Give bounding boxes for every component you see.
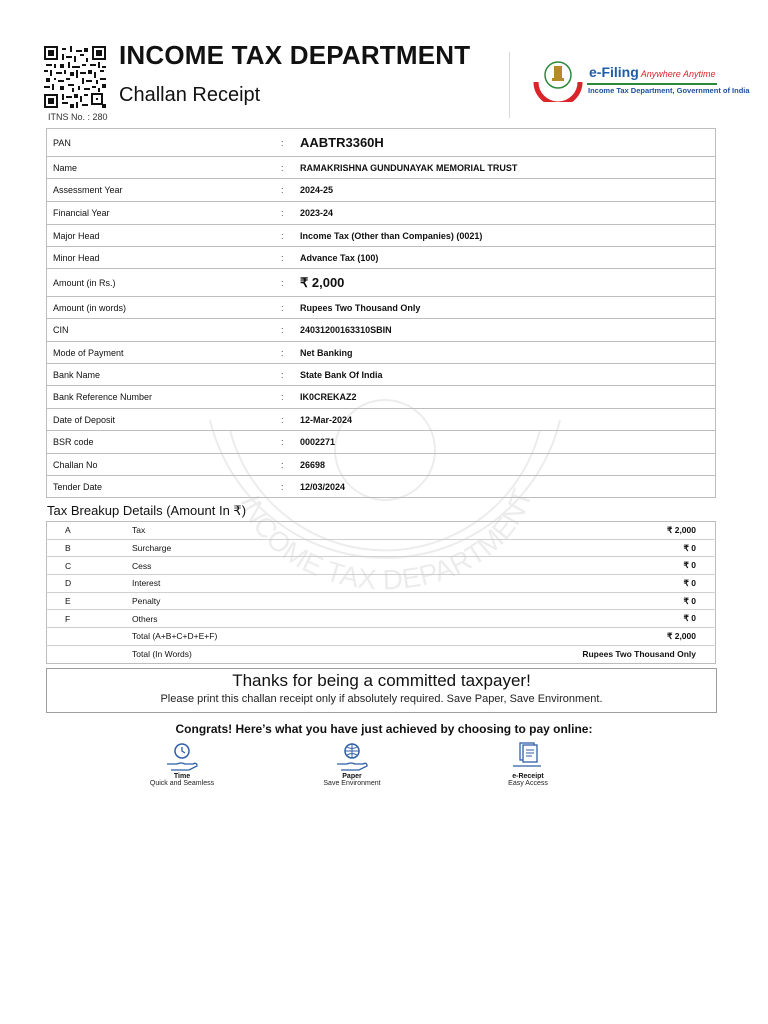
detail-separator: :: [281, 157, 300, 179]
detail-row: [47, 202, 716, 225]
detail-value: ₹ 2,000: [300, 269, 716, 297]
detail-value: 2024-25: [300, 179, 716, 202]
breakup-name: Cess: [132, 557, 360, 575]
feature-name: Time: [173, 773, 191, 780]
feature-name: e-Receipt: [512, 773, 544, 780]
detail-value: Rupees Two Thousand Only: [300, 297, 716, 319]
qr-code-icon: [44, 46, 106, 108]
breakup-name: Interest: [132, 575, 360, 593]
detail-label: Mode of Payment: [47, 342, 282, 364]
tax-breakup-title: Tax Breakup Details (Amount In ₹): [47, 503, 247, 518]
detail-row: [47, 269, 716, 297]
detail-label: Tender Date: [47, 476, 282, 498]
detail-row: [47, 386, 716, 409]
breakup-name: Total (In Words): [132, 645, 360, 663]
breakup-name: Tax: [132, 522, 360, 540]
detail-row: [47, 319, 716, 342]
detail-separator: :: [281, 297, 300, 319]
breakup-code: D: [47, 575, 133, 593]
breakup-row: [47, 557, 716, 575]
thanks-heading: Thanks for being a committed taxpayer!: [232, 671, 531, 690]
breakup-amount: ₹ 0: [360, 539, 716, 557]
detail-label: Amount (in words): [47, 297, 282, 319]
detail-value: 12/03/2024: [300, 476, 716, 498]
detail-label: Date of Deposit: [47, 409, 282, 431]
detail-separator: :: [281, 129, 300, 157]
clock-hand-icon: [165, 742, 199, 772]
efiling-tagline: Anywhere Anytime: [640, 69, 716, 79]
feature-name: Paper: [342, 773, 362, 780]
breakup-amount: ₹ 0: [360, 610, 716, 628]
document-hand-icon: [511, 742, 545, 772]
detail-value: 12-Mar-2024: [300, 409, 716, 431]
tax-breakup-table: [46, 521, 716, 664]
breakup-amount: ₹ 2,000: [360, 522, 716, 540]
detail-value: 2023-24: [300, 202, 716, 225]
detail-row: [47, 476, 716, 498]
breakup-code: [47, 645, 133, 663]
detail-separator: :: [281, 202, 300, 225]
breakup-name: Others: [132, 610, 360, 628]
detail-value: Income Tax (Other than Companies) (0021): [300, 225, 716, 247]
breakup-row: [47, 592, 716, 610]
detail-row: [47, 157, 716, 179]
breakup-amount: ₹ 0: [360, 592, 716, 610]
detail-value: Net Banking: [300, 342, 716, 364]
detail-row: [47, 364, 716, 386]
breakup-row: [47, 575, 716, 593]
emblem-logo-icon: [532, 58, 584, 102]
itns-number: ITNS No. : 280: [48, 112, 108, 122]
detail-label: BSR code: [47, 431, 282, 454]
breakup-row: [47, 645, 716, 663]
detail-value: Advance Tax (100): [300, 247, 716, 269]
detail-row: [47, 247, 716, 269]
breakup-row: [47, 522, 716, 540]
page-subtitle: Challan Receipt: [119, 84, 261, 106]
page-title: INCOME TAX DEPARTMENT: [119, 40, 471, 70]
detail-label: Name: [47, 157, 282, 179]
detail-separator: :: [281, 319, 300, 342]
breakup-code: A: [47, 522, 133, 540]
detail-value: State Bank Of India: [300, 364, 716, 386]
detail-row: [47, 431, 716, 454]
breakup-amount: Rupees Two Thousand Only: [360, 645, 716, 663]
detail-value: RAMAKRISHNA GUNDUNAYAK MEMORIAL TRUST: [300, 157, 716, 179]
detail-label: PAN: [47, 129, 282, 157]
breakup-name: Penalty: [132, 592, 360, 610]
detail-separator: :: [281, 247, 300, 269]
detail-separator: :: [281, 476, 300, 498]
detail-row: [47, 342, 716, 364]
feature-ereceipt: [473, 742, 583, 787]
feature-desc: Easy Access: [508, 780, 548, 787]
detail-row: [47, 129, 716, 157]
detail-separator: :: [281, 409, 300, 431]
efiling-brand: e-Filing: [589, 64, 639, 80]
detail-label: Major Head: [47, 225, 282, 247]
thanks-note: Please print this challan receipt only if absolutely required. Save Paper, Save Environment.: [160, 693, 603, 705]
breakup-amount: ₹ 0: [360, 557, 716, 575]
efiling-org: Income Tax Department, Government of India: [588, 86, 750, 95]
detail-label: Bank Name: [47, 364, 282, 386]
header-divider: [509, 52, 510, 118]
breakup-row: [47, 628, 716, 646]
breakup-code: B: [47, 539, 133, 557]
logo-underline: [587, 83, 717, 85]
detail-label: Minor Head: [47, 247, 282, 269]
breakup-code: C: [47, 557, 133, 575]
detail-value: IK0CREKAZ2: [300, 386, 716, 409]
breakup-code: F: [47, 610, 133, 628]
detail-value: 0002271: [300, 431, 716, 454]
detail-label: Amount (in Rs.): [47, 269, 282, 297]
breakup-name: Total (A+B+C+D+E+F): [132, 628, 360, 646]
detail-label: Financial Year: [47, 202, 282, 225]
globe-hand-icon: [335, 742, 369, 772]
detail-row: [47, 225, 716, 247]
detail-value: 24031200163310SBIN: [300, 319, 716, 342]
detail-row: [47, 409, 716, 431]
feature-time: [127, 742, 237, 787]
detail-separator: :: [281, 364, 300, 386]
breakup-code: E: [47, 592, 133, 610]
detail-value: AABTR3360H: [300, 129, 716, 157]
detail-separator: :: [281, 431, 300, 454]
breakup-row: [47, 610, 716, 628]
challan-details-table: [46, 128, 716, 498]
detail-row: [47, 297, 716, 319]
breakup-amount: ₹ 0: [360, 575, 716, 593]
feature-paper: [297, 742, 407, 787]
detail-row: [47, 179, 716, 202]
detail-row: [47, 454, 716, 476]
watermark-text: INCOME TAX DEPARTMENT: [234, 484, 539, 596]
detail-separator: :: [281, 454, 300, 476]
detail-label: CIN: [47, 319, 282, 342]
detail-label: Bank Reference Number: [47, 386, 282, 409]
detail-label: Assessment Year: [47, 179, 282, 202]
efiling-logo: [589, 64, 715, 80]
detail-separator: :: [281, 269, 300, 297]
breakup-name: Surcharge: [132, 539, 360, 557]
breakup-code: [47, 628, 133, 646]
detail-separator: :: [281, 179, 300, 202]
detail-separator: :: [281, 225, 300, 247]
thanks-box: [46, 668, 717, 713]
feature-desc: Save Environment: [323, 780, 381, 787]
feature-desc: Quick and Seamless: [149, 780, 215, 787]
breakup-amount: ₹ 2,000: [360, 628, 716, 646]
detail-label: Challan No: [47, 454, 282, 476]
detail-separator: :: [281, 342, 300, 364]
detail-separator: :: [281, 386, 300, 409]
detail-value: 26698: [300, 454, 716, 476]
breakup-row: [47, 539, 716, 557]
congrats-heading: Congrats! Here’s what you have just achieved by choosing to pay online:: [175, 722, 593, 736]
